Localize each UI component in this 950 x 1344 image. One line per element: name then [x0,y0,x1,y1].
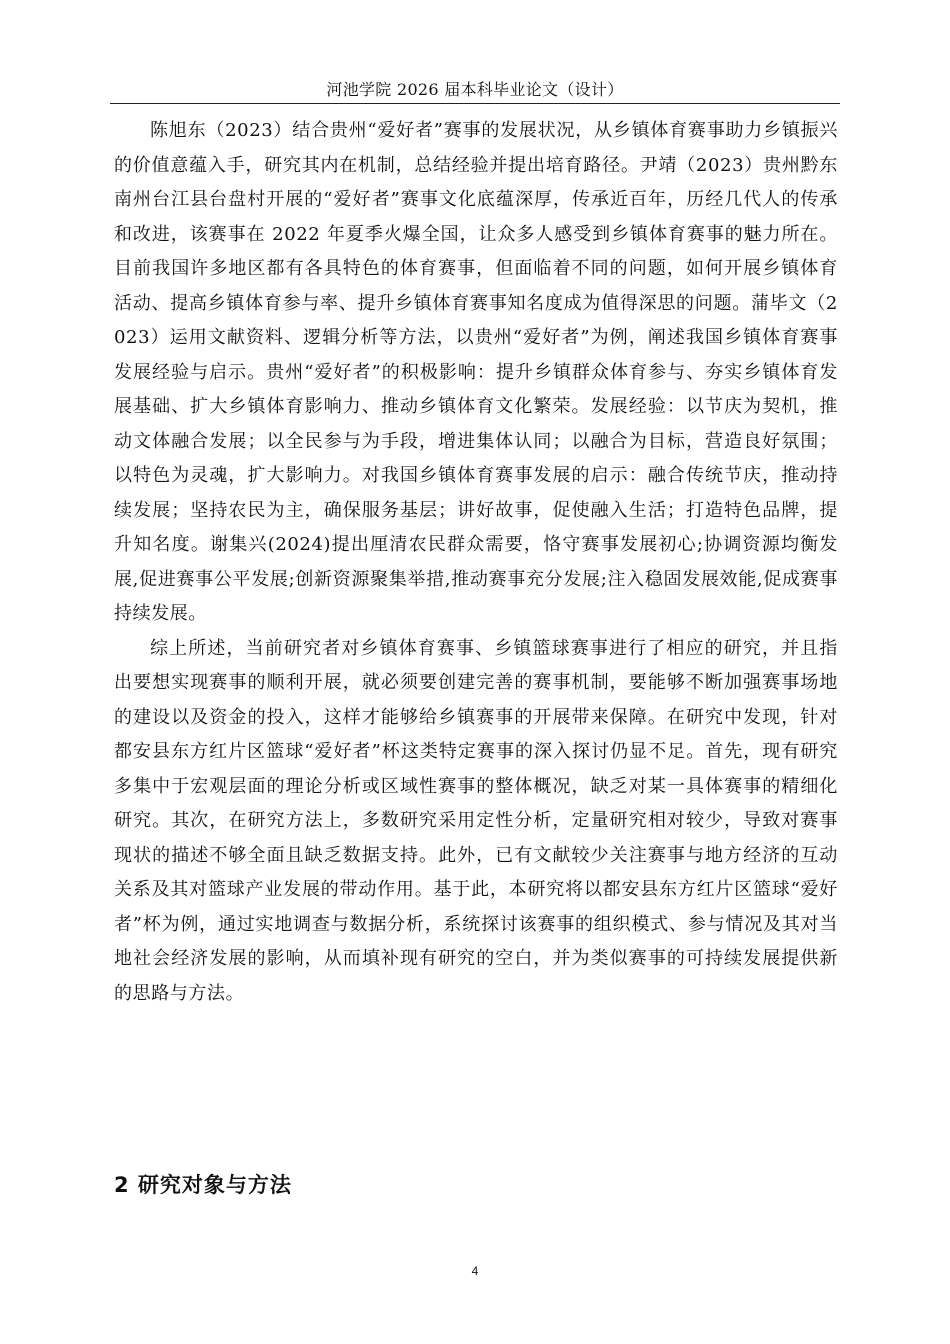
page-number: 4 [471,1264,479,1278]
header-rule [110,103,840,104]
paragraph-summary: 综上所述，当前研究者对乡镇体育赛事、乡镇篮球赛事进行了相应的研究，并且指出要想实现赛事的顺利开展，就必须要创建完善的赛事机制，要能够不断加强赛事场地的建设以及资金的投入，这样才能够给乡镇赛事的开展带来保障。在研究中发现，针对都安县东方红片区篮球“爱好者”杯这类特定赛事的深入探讨仍显不足。首先，现有研究多集中于宏观层面的理论分析或区域性赛事的整体概况，缺乏对某一具体赛事的精细化研究。其次，在研究方法上，多数研究采用定性分析，定量研究相对较少，导致对赛事现状的描述不够全面且缺乏数据支持。此外，已有文献较少关注赛事与地方经济的互动关系及其对篮球产业发展的带动作用。基于此，本研究将以都安县东方红片区篮球“爱好者”杯为例，通过实地调查与数据分析，系统探讨该赛事的组织模式、参与情况及其对当地社会经济发展的影响，从而填补现有研究的空白，并为类似赛事的可持续发展提供新的思路与方法。 [114,637,838,1004]
section-heading: 2 研究对象与方法 [114,1173,292,1197]
paragraph-literature-review: 陈旭东（2023）结合贵州“爱好者”赛事的发展状况，从乡镇体育赛事助力乡镇振兴的价值意蕴入手，研究其内在机制，总结经验并提出培育路径。尹靖（2023）贵州黔东南州台江县台盘村开展的“爱好者”赛事文化底蕴深厚，传承近百年，历经几代人的传承和改进，该赛事在 2022 年夏季火爆全国，让众多人感受到乡镇体育赛事的魅力所在。目前我国许多地区都有各具特色的体育赛事，但面临着不同的问题，如何开展乡镇体育活动、提高乡镇体育参与率、提升乡镇体育赛事知名度成为值得深思的问题。蒲毕文（2023）运用文献资料、逻辑分析等方法，以贵州“爱好者”为例，阐述我国乡镇体育赛事发展经验与启示。贵州“爱好者”的积极影响：提升乡镇群众体育参与、夯实乡镇体育发展基础、扩大乡镇体育影响力、推动乡镇体育文化繁荣。发展经验：以节庆为契机，推动文体融合发展；以全民参与为手段，增进集体认同；以融合为目标，营造良好氛围；以特色为灵魂，扩大影响力。对我国乡镇体育赛事发展的启示：融合传统节庆，推动持续发展；坚持农民为主，确保服务基层；讲好故事，促使融入生活；打造特色品牌，提升知名度。谢集兴(2024)提出厘清农民群众需要，恪守赛事发展初心;协调资源均衡发展,促进赛事公平发展;创新资源聚集举措,推动赛事充分发展;注入稳固发展效能,促成赛事持续发展。 [114,120,838,624]
running-header: 河池学院 2026 届本科毕业论文（设计） [326,80,624,99]
body-text [114,114,838,1011]
